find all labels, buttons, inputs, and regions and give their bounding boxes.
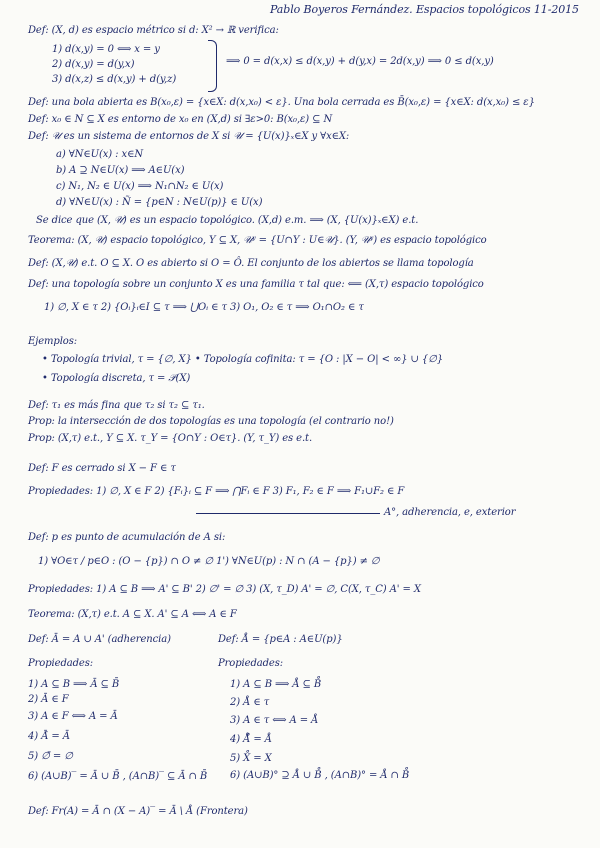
metric-consequence: ⟹ 0 = d(x,x) ≤ d(x,y) + d(y,x) = 2d(x,y) ⟹ 0 ≤ d(x,y) — [226, 56, 494, 67]
metric-axiom-2: 2) d(x,y) = d(y,x) — [52, 59, 135, 70]
topology-axioms: 1) ∅, X ∈ τ 2) {Oᵢ}ᵢ∈I ⊆ τ ⟹ ⋃Oᵢ ∈ τ 3) O₁, O₂ ∈ τ ⟹ O₁∩O₂ ∈ τ — [44, 302, 364, 313]
nbhd-axiom-c: c) N₁, N₂ ∈ U(x) ⟹ N₁∩N₂ ∈ U(x) — [56, 181, 224, 192]
theorem-closed: Teorema: (X,τ) e.t. A ⊆ X. A' ⊆ A ⟺ A ∈ F — [28, 609, 237, 620]
def-closure: Def: Ā = A ∪ A' (adherencia) — [28, 634, 171, 645]
brace-mark — [208, 40, 217, 92]
closure-prop-3: 3) A ∈ F ⟺ A = Ā — [28, 711, 118, 722]
def-neighbourhood-system: Def: 𝒰 es un sistema de entornos de X si 𝒰 = {U(x)}ₓ∈X y ∀x∈X: — [28, 131, 350, 142]
accumulation-properties: Propiedades: 1) A ⊆ B ⟹ A' ⊆ B' 2) ∅' = ∅ 3) (X, τ_D) A' = ∅, C(X, τ_C) A' = X — [28, 584, 421, 595]
nbhd-axiom-b: b) A ⊇ N∈U(x) ⟹ A∈U(x) — [56, 165, 185, 176]
divider-line — [196, 513, 380, 514]
closure-prop-1: 1) A ⊆ B ⟹ Ā ⊆ B̄ — [28, 679, 120, 690]
def-topological-space: Se dice que (X, 𝒰) es un espacio topológico. (X,d) e.m. ⟹ (X, {U(x)}ₓ∈X) e.t. — [36, 215, 419, 226]
closure-prop-5: 5) ∅̄ = ∅ — [28, 751, 73, 762]
closure-prop-2: 2) Ā ∈ F — [28, 694, 69, 705]
def-neighbourhood: Def: x₀ ∈ N ⊆ X es entorno de x₀ en (X,d) si ∃ε>0: B(x₀,ε) ⊆ N — [28, 114, 333, 125]
accumulation-conditions: 1) ∀O∈τ / p∈O : (O − {p}) ∩ O ≠ ∅ 1') ∀N∈U(p) : N ∩ (A − {p}) ≠ ∅ — [38, 556, 380, 567]
interior-prop-1: 1) A ⊆ B ⟹ Å ⊆ B̊ — [230, 679, 322, 690]
interior-prop-2: 2) Å ∈ τ — [230, 697, 270, 708]
interior-prop-5: 5) X̊ = X — [230, 753, 272, 764]
header: Pablo Boyeros Fernández. Espacios topológicos 11-2015 — [270, 3, 579, 16]
nbhd-axiom-d: d) ∀N∈U(x) : Ñ = {p∈N : N∈U(p)} ∈ U(x) — [56, 197, 263, 208]
examples-heading: Ejemplos: — [28, 336, 78, 347]
closed-properties: Propiedades: 1) ∅, X ∈ F 2) {Fᵢ}ᵢ ⊆ F ⟹ ⋂Fᵢ ∈ F 3) F₁, F₂ ∈ F ⟹ F₁∪F₂ ∈ F — [28, 486, 405, 497]
closure-prop-4: 4) Ā̄ = Ā — [28, 731, 70, 742]
def-interior: Def: Å = {p∈A : A∈U(p)} — [218, 634, 343, 645]
metric-axiom-1: 1) d(x,y) = 0 ⟺ x = y — [52, 44, 160, 55]
prop-subspace-topology: Prop: (X,τ) e.t., Y ⊆ X. τ_Y = {O∩Y : O∈τ}. (Y, τ_Y) es e.t. — [28, 433, 313, 444]
def-closed: Def: F es cerrado si X − F ∈ τ — [28, 463, 176, 474]
closure-properties-heading: Propiedades: — [28, 658, 94, 669]
def-finer: Def: τ₁ es más fina que τ₂ si τ₂ ⊆ τ₁. — [28, 400, 205, 411]
metric-axiom-3: 3) d(x,z) ≤ d(x,y) + d(y,z) — [52, 74, 177, 85]
interior-prop-3: 3) A ∈ τ ⟺ A = Å — [230, 715, 319, 726]
def-metric-space: Def: (X, d) es espacio métrico si d: X² → ℝ verifica: — [28, 25, 279, 36]
nbhd-axiom-a: a) ∀N∈U(x) : x∈N — [56, 149, 144, 160]
prop-intersection: Prop: la intersección de dos topologías es una topología (el contrario no!) — [28, 416, 394, 427]
interior-prop-6: 6) (A∪B)° ⊇ Å ∪ B̊ , (A∩B)° = Å ∩ B̊ — [230, 770, 410, 781]
example-discrete: • Topología discreta, τ = 𝒫(X) — [42, 373, 191, 384]
interior-prop-4: 4) Å̊ = Å — [230, 734, 272, 745]
example-trivial-cofinite: • Topología trivial, τ = {∅, X} • Topología cofinita: τ = {O : |X − O| < ∞} ∪ {∅} — [42, 354, 444, 365]
def-ball: Def: una bola abierta es B(x₀,ε) = {x∈X: d(x,x₀) < ε}. Una bola cerrada es B̄(x₀,ε) = {x∈X: d(x,x₀) ≤ ε} — [28, 97, 535, 108]
divider-note: A°, adherencia, e, exterior — [384, 507, 516, 518]
def-accumulation-point: Def: p es punto de acumulación de A si: — [28, 532, 226, 543]
def-boundary: Def: Fr(A) = Ā ∩ (X − A)‾ = Ā \ Å (Frontera) — [28, 806, 248, 817]
interior-properties-heading: Propiedades: — [218, 658, 284, 669]
def-open-set: Def: (X,𝒰) e.t. O ⊆ X. O es abierto si O = Ô. El conjunto de los abiertos se llama topología — [28, 258, 474, 269]
closure-prop-6: 6) (A∪B)‾ = Ā ∪ B̄ , (A∩B)‾ ⊆ Ā ∩ B̄ — [28, 771, 208, 782]
theorem-subspace: Teorema: (X, 𝒰) espacio topológico, Y ⊆ X, 𝒰ʸ = {U∩Y : U∈𝒰}. (Y, 𝒰ʸ) es espacio topológico — [28, 235, 487, 246]
def-topology: Def: una topología sobre un conjunto X es una familia τ tal que: ⟸ (X,τ) espacio topológico — [28, 279, 484, 290]
